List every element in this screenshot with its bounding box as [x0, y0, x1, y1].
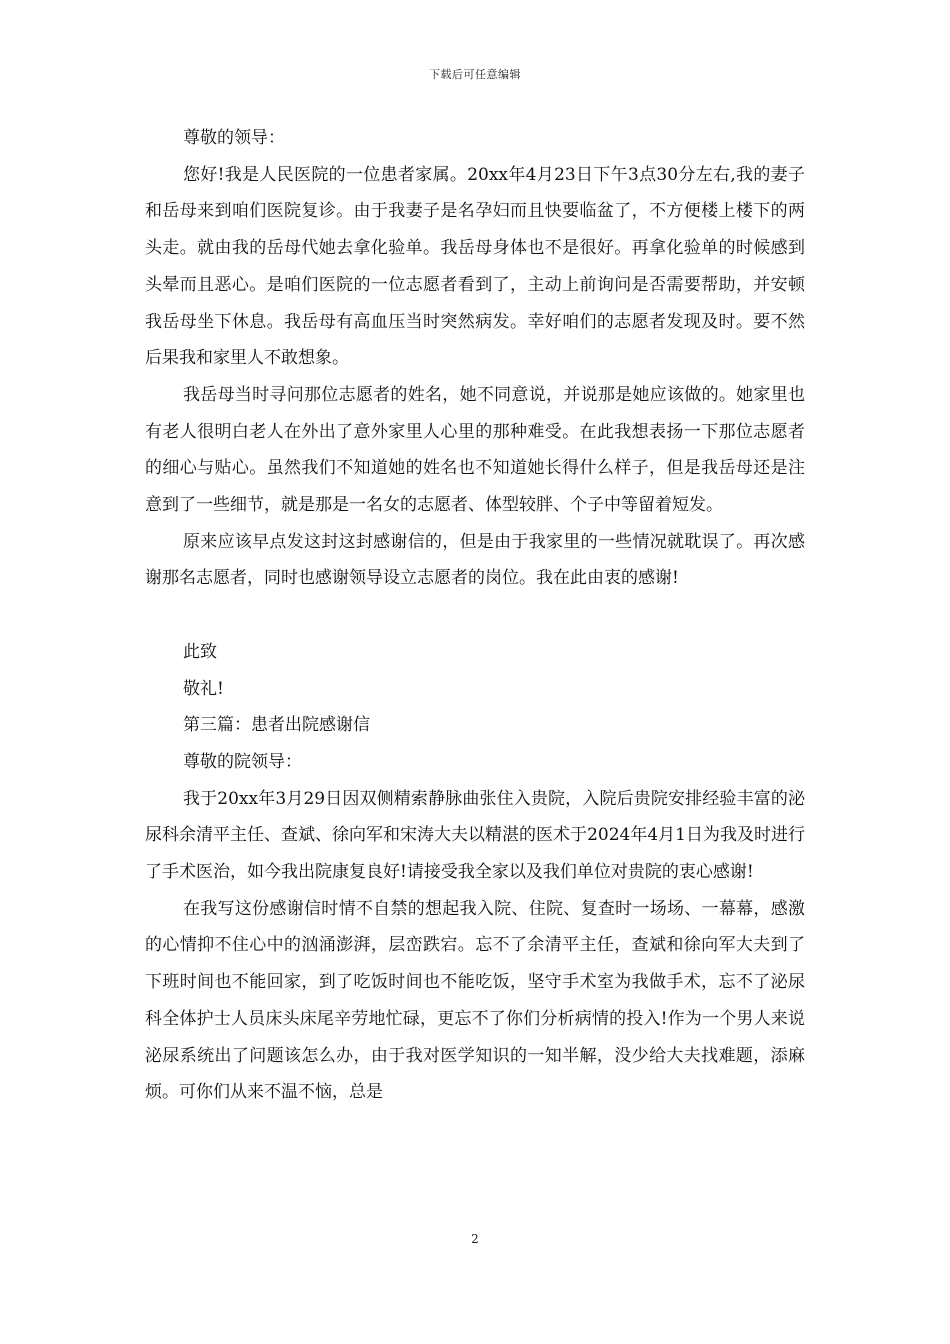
letter2-greeting: 尊敬的院领导： — [183, 751, 302, 772]
letter1-closing-2: 敬礼! — [183, 678, 224, 699]
letter1-paragraph-2: 我岳母当时寻问那位志愿者的姓名，她不同意说，并说那是她应该做的。她家里也有老人很明白老人在外出了意外家里人心里的那种难受。在此我想表扬一下那位志愿者的细心与贴心。虽然我们不知道她的姓名也不知道她长得什么样子，但是我岳母还是注意到了一些细节，就是那是一名女的志愿者、体型较胖、个子中等留着短发。 — [145, 384, 805, 516]
letter2-paragraph-1: 我于20xx年3月29日因双侧精索静脉曲张住入贵院，入院后贵院安排经验丰富的泌尿科余清平主任、查斌、徐向军和宋涛大夫以精湛的医术于2024年4月1日为我及时进行了手术医治，如今我出院康复良好!请接受我全家以及我们单位对贵院的衷心感谢! — [145, 788, 805, 883]
page-number: 2 — [471, 1232, 479, 1246]
document-body — [145, 120, 805, 1111]
letter2-paragraph-2: 在我写这份感谢信时情不自禁的想起我入院、住院、复查时一场场、一幕幕，感激的心情抑不住心中的汹涌澎湃，层峦跌宕。忘不了余清平主任，查斌和徐向军大夫到了下班时间也不能回家，到了吃饭时间也不能吃饭，坚守手术室为我做手术，忘不了泌尿科全体护士人员床头床尾辛劳地忙碌，更忘不了你们分析病情的投入!作为一个男人来说泌尿系统出了问题该怎么办，由于我对医学知识的一知半解，没少给大夫找难题，添麻烦。可你们从来不温不恼，总是 — [145, 898, 805, 1103]
section-title: 第三篇：患者出院感谢信 — [183, 715, 370, 736]
page-header: 下载后可任意编辑 — [429, 68, 521, 81]
letter1-paragraph-1: 您好!我是人民医院的一位患者家属。20xx年4月23日下午3点30分左右,我的妻子和岳母来到咱们医院复诊。由于我妻子是名孕妇而且快要临盆了，不方便楼上楼下的两头走。就由我的岳母代她去拿化验单。我岳母身体也不是很好。再拿化验单的时候感到头晕而且恶心。是咱们医院的一位志愿者看到了，主动上前询问是否需要帮助，并安顿我岳母坐下休息。我岳母有高血压当时突然病发。幸好咱们的志愿者发现及时。要不然后果我和家里人不敢想象。 — [145, 164, 805, 369]
letter1-closing-1: 此致 — [183, 641, 217, 662]
blank-line — [145, 597, 805, 634]
letter1-paragraph-3: 原来应该早点发这封这封感谢信的，但是由于我家里的一些情况就耽误了。再次感谢那名志愿者，同时也感谢领导设立志愿者的岗位。我在此由衷的感谢! — [145, 531, 805, 589]
letter1-greeting: 尊敬的领导： — [183, 128, 285, 148]
